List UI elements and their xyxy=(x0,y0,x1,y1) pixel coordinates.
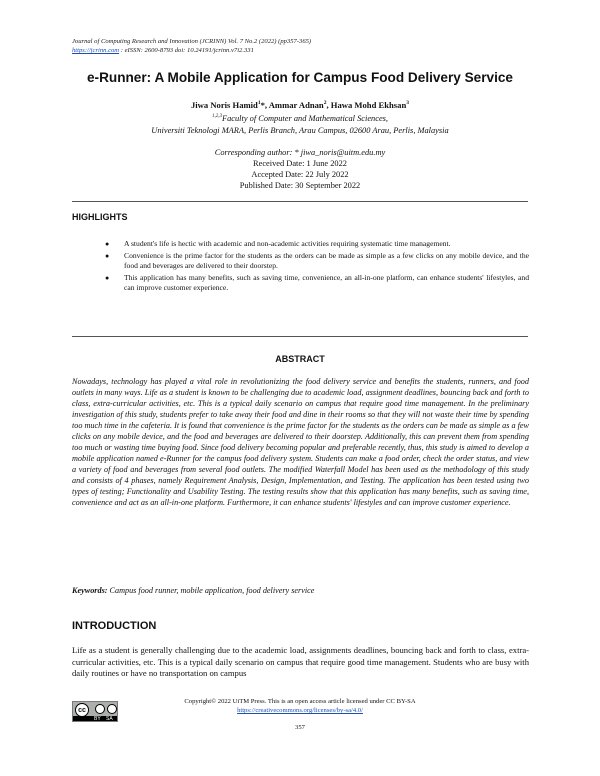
paper-title: e-Runner: A Mobile Application for Campus Food Delivery Service xyxy=(86,70,513,85)
author-affil-sup: 3 xyxy=(406,100,409,107)
journal-citation: Journal of Computing Research and Innovation (JCRINN) Vol. 7 No.2 (2022) (pp357-365) xyxy=(72,38,312,45)
license-text: Copyright© 2022 UiTM Press. This is an open access article licensed under CC BY-SA xyxy=(184,698,416,705)
keywords xyxy=(72,586,314,595)
publication-dates xyxy=(0,147,600,191)
received-date: Received Date: 1 June 2022 xyxy=(253,159,347,168)
highlights-list xyxy=(105,239,529,295)
author-name: Jiwa Noris Hamid xyxy=(191,100,258,110)
bullet-icon: ● xyxy=(105,274,110,282)
accepted-date: Accepted Date: 22 July 2022 xyxy=(251,170,349,179)
abstract-text: Nowadays, technology has played a vital role in revolutionizing the food delivery service and benefits the students, runners, and food outlets in many ways. Life as a student is known to be challenging due to academic load, assignment deadlines, bouncing back and forth to class, extra-curricular activities, etc. This is a typical daily scenario on campus that require good time management. In the preliminary investigation of this study, students prefer to take away their food and dine in their rooms so that they will not waste their time by spending too much time in the cafeteria. It is found that convenience is the prime factor for the students as the orders can be made as simple as a few clicks on any mobile device, and the food and beverages are delivered to their doorstep. Additionally, this can prevent them from spending too much or wasting time buying food. Since food delivery becoming popular and preferable recently, thus, this study is aimed to develop a mobile application named e-Runner for the campus food delivery system. Students can make a food order, check the order status, and view a variety of food and beverages from several food outlets. The modified Waterfall Model has been used as the methodology of this study and consists of 4 phases, namely Requirement Analysis, Design, Implementation, and Testing. The application has been tested using two types of testing; Functionality and Usability Testing. The testing results show that this application has many benefits, such as saving time, convenience and act as an all-in-one platform. Furthermore, it can enhance students' lifestyles and can improve customer experience. xyxy=(72,377,529,507)
highlight-item xyxy=(105,273,529,293)
keywords-text: Campus food runner, mobile application, food delivery service xyxy=(107,586,315,595)
keywords-label: Keywords: xyxy=(72,586,108,595)
author-separator: *, xyxy=(260,100,269,110)
cc-icon: cc xyxy=(75,703,89,717)
divider xyxy=(72,336,528,337)
abstract-heading: ABSTRACT xyxy=(275,354,325,364)
journal-link[interactable]: https://jcrinn.com xyxy=(72,47,120,54)
affiliation-line-2: Universiti Teknologi MARA, Perlis Branch, Arau Campus, 02600 Arau, Perlis, Malaysia xyxy=(151,125,449,135)
affiliation-line-1 xyxy=(0,111,600,125)
author-affil-sup: 1 xyxy=(257,100,261,107)
affiliation-sup: 1,2,3 xyxy=(211,114,222,119)
cc-sa-label: SA xyxy=(106,716,113,722)
license-notice xyxy=(0,697,600,715)
author-separator: , xyxy=(326,100,331,110)
journal-issn-doi: : eISSN: 2600-8793 doi: 10.24191/jcrinn.v7i2.331 xyxy=(119,47,254,54)
journal-meta xyxy=(72,46,311,55)
corresponding-author: Corresponding author: * jiwa_noris@uitm.edu.my xyxy=(214,148,386,157)
divider xyxy=(72,201,528,202)
author-name: Ammar Adnan xyxy=(268,100,324,110)
affiliation-text: Faculty of Computer and Mathematical Sciences, xyxy=(221,113,389,123)
introduction-text: Life as a student is generally challenging due to the academic load, assignments deadlines, bouncing back and forth to class, extra-curricular activities, etc. This is a typical daily scenario on campus that require good time management. Students who are busy with daily routines or have no transportation on campus xyxy=(72,645,529,679)
highlight-text: Convenience is the prime factor for the students as the orders can be made as simple as a few clicks on any mobile device, and the food and beverages are delivered to their doorstep. xyxy=(124,251,529,270)
journal-header xyxy=(72,37,311,55)
page-number: 357 xyxy=(295,724,305,731)
published-date: Published Date: 30 September 2022 xyxy=(239,181,361,190)
author-list xyxy=(0,100,600,110)
cc-by-label: BY xyxy=(94,716,101,722)
highlights-heading: HIGHLIGHTS xyxy=(72,212,128,222)
introduction-heading: INTRODUCTION xyxy=(72,620,157,632)
affiliation xyxy=(0,111,600,137)
highlight-text: This application has many benefits, such as saving time, convenience, an all-in-one platform, can enhance students' lifestyles, and can improve customer experience. xyxy=(124,273,529,292)
highlight-item xyxy=(105,251,529,271)
bullet-icon: ● xyxy=(105,252,110,260)
highlight-text: A student's life is hectic with academic and non-academic activities requiring systematic time management. xyxy=(124,239,451,248)
highlight-item xyxy=(105,239,529,249)
bullet-icon: ● xyxy=(105,240,110,248)
author-name: Hawa Mohd Ekhsan xyxy=(330,100,407,110)
license-link[interactable]: https://creativecommons.org/licenses/by-sa/4.0/ xyxy=(237,707,363,714)
author-affil-sup: 2 xyxy=(323,100,327,107)
